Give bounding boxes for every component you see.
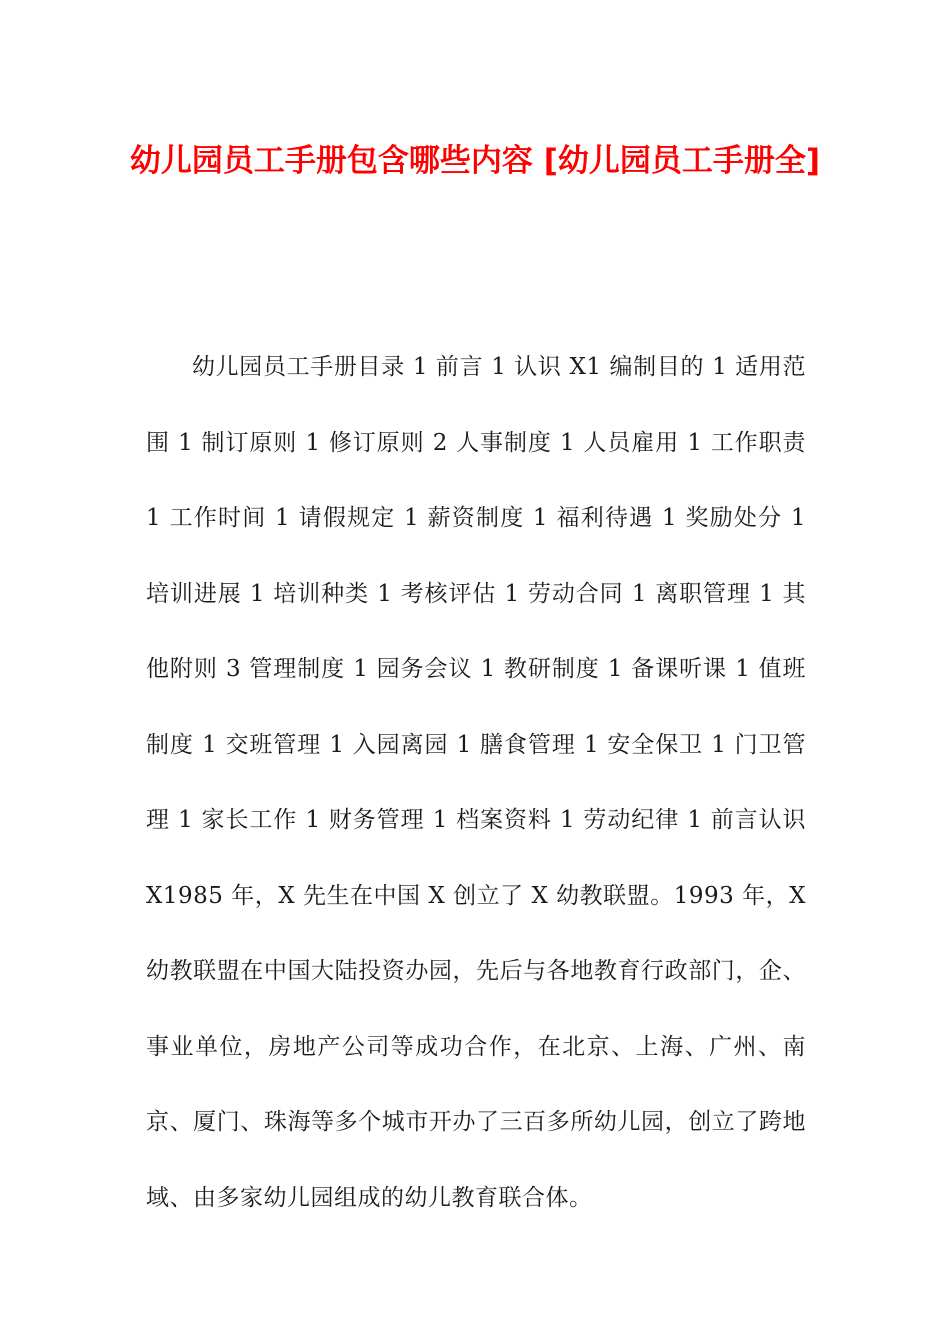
document-body-paragraph: 幼儿园员工手册目录 1 前言 1 认识 X1 编制目的 1 适用范围 1 制订原则 1 修订原则 2 人事制度 1 人员雇用 1 工作职责 1 工作时间 1 请假规定 1 薪资制度 1 福利待遇 1 奖励处分 1 培训进展 1 培训种类 1 考核评估 1 劳动合同 1 离职管理 1 其他附则 3 管理制度 1 园务会议 1 教研制度 1 备课听课 1 值班制度 1 交班管理 1 入园离园 1 膳食管理 1 安全保卫 1 门卫管理 1 家长工作 1 财务管理 1 档案资料 1 劳动纪律 1 前言认识 X1985 年，X 先生在中国 X 创立了 X 幼教联盟。1993 年，X 幼教联盟在中国大陆投资办园，先后与各地教育行政部门，企、事业单位，房地产公司等成功合作，在北京、上海、广州、南京、厦门、珠海等多个城市开办了三百多所幼儿园，创立了跨地域、由多家幼儿园组成的幼儿教育联合体。 [146, 354, 806, 1211]
document-title: 幼儿园员工手册包含哪些内容 [幼儿园员工手册全] [129, 143, 821, 179]
